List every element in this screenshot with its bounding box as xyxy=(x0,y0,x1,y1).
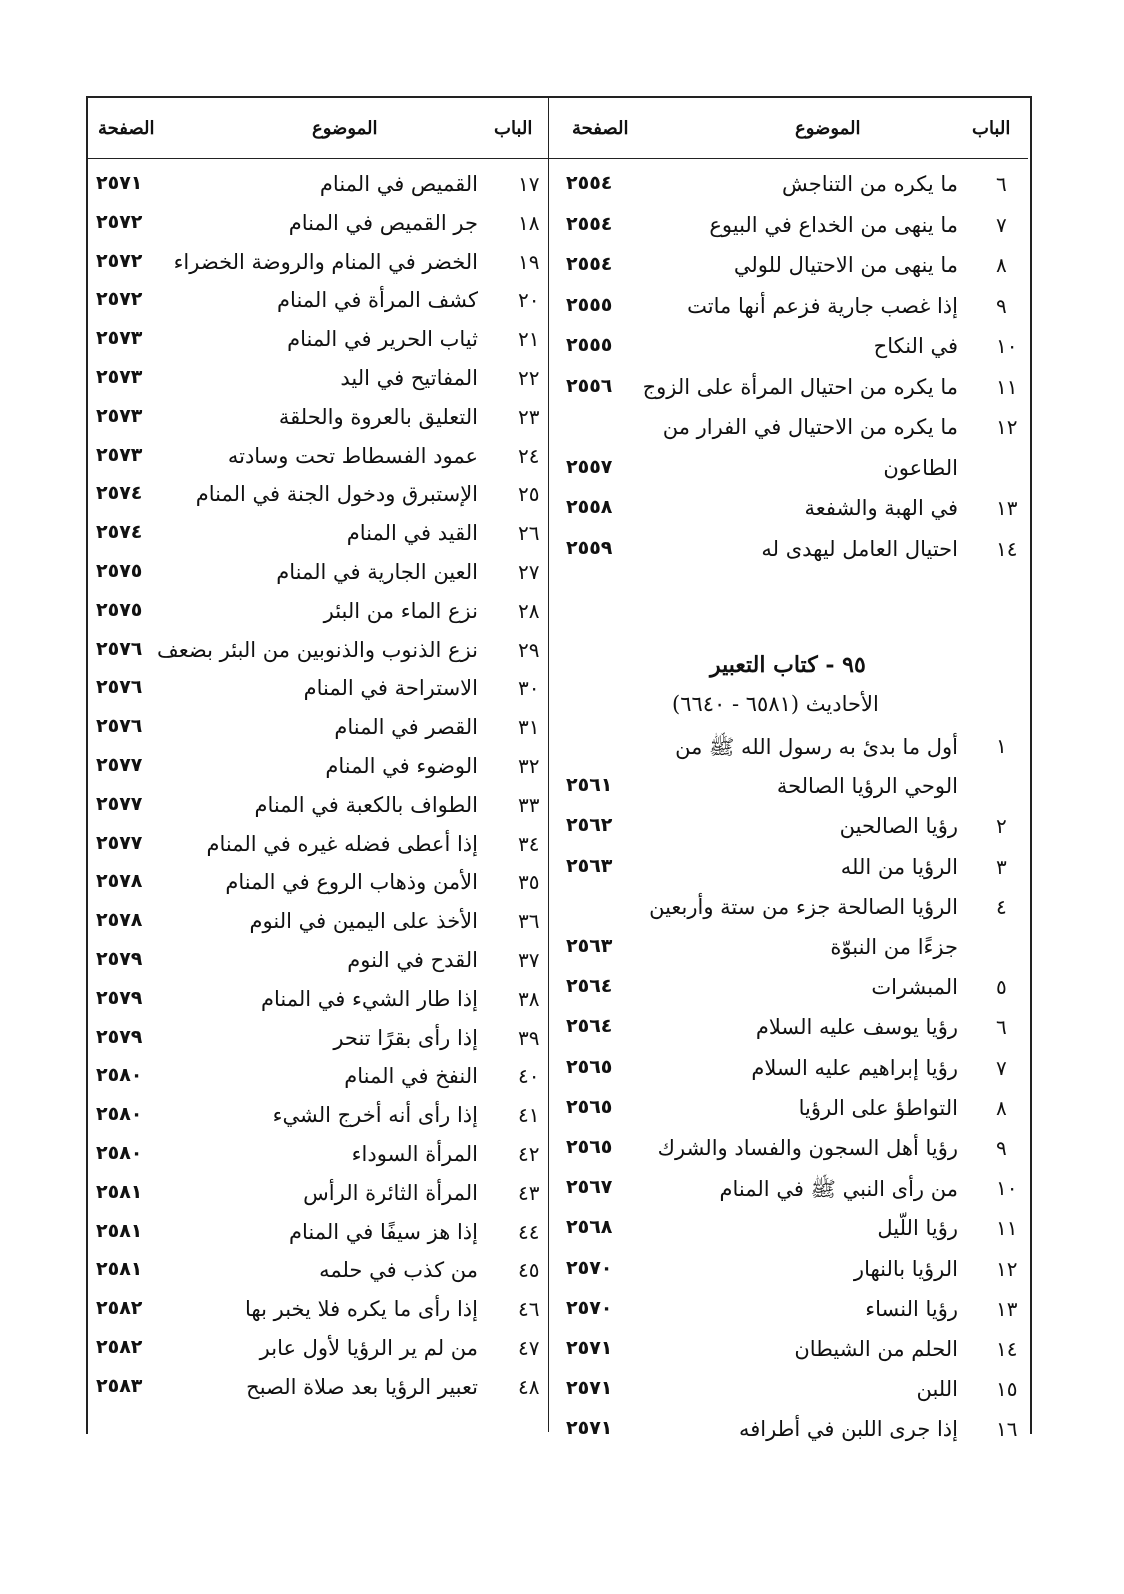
index-row xyxy=(556,375,1026,415)
topic-title: العين الجارية في المنام xyxy=(276,560,478,584)
chapter-number: ٢١ xyxy=(518,327,540,352)
page-number: ٢٥٧٣ xyxy=(96,366,143,388)
chapter-number: ٣٤ xyxy=(518,831,540,856)
page-number: ٢٥٥٥ xyxy=(566,293,613,316)
topic-title: الإستبرق ودخول الجنة في المنام xyxy=(195,482,478,507)
chapter-number: ٧ xyxy=(996,212,1007,237)
chapter-number: ٢٩ xyxy=(518,637,540,662)
page-number: ٢٥٨١ xyxy=(96,1258,143,1281)
topic-title: جزءًا من النبوّة xyxy=(830,935,958,959)
topic-title: ما ينهى من الاحتيال للولي xyxy=(733,253,958,277)
topic-title: المرأة السوداء xyxy=(351,1142,478,1166)
chapter-number: ٨ xyxy=(996,253,1007,277)
topic-title: المرأة الثائرة الرأس xyxy=(303,1180,478,1205)
right-header-page: الصفحة xyxy=(572,118,629,139)
topic-title: من كذب في حلمه xyxy=(319,1258,478,1283)
page-number: ٢٥٧٥ xyxy=(96,560,143,582)
topic-title: القيد في المنام xyxy=(346,521,478,546)
page-number: ٢٥٧٣ xyxy=(96,443,143,466)
page-number: ٢٥٧٢ xyxy=(96,288,143,311)
index-row xyxy=(88,444,548,484)
index-row xyxy=(88,1220,548,1260)
topic-title: الخضر في المنام والروضة الخضراء xyxy=(173,249,478,274)
index-row xyxy=(556,1015,1026,1055)
index-row xyxy=(88,793,548,833)
topic-title: من رأى النبي ﷺ في المنام xyxy=(719,1177,958,1202)
page-number: ٢٥٧٠ xyxy=(566,1256,613,1279)
index-row xyxy=(88,948,548,988)
index-row xyxy=(88,560,548,600)
chapter-number: ٣٥ xyxy=(518,870,540,895)
topic-title: في الهبة والشفعة xyxy=(804,496,958,520)
index-row xyxy=(88,288,548,328)
topic-title: الحلم من الشيطان xyxy=(794,1337,958,1361)
chapter-number: ٢٠ xyxy=(518,288,540,313)
topic-title: إذا رأى ما يكره فلا يخبر بها xyxy=(245,1297,478,1322)
chapter-number: ٤٢ xyxy=(518,1142,540,1166)
topic-title: جر القميص في المنام xyxy=(288,210,478,235)
page-number: ٢٥٥٤ xyxy=(566,253,613,275)
chapter-number: ١٧ xyxy=(518,172,540,196)
index-row xyxy=(88,250,548,290)
page-number: ٢٥٥٦ xyxy=(566,374,613,397)
topic-title: إذا رأى أنه أخرج الشيء xyxy=(272,1103,478,1128)
chapter-number: ٣ xyxy=(996,854,1007,879)
topic-title: إذا أعطى فضله غيره في المنام xyxy=(206,831,478,856)
right-header-topic: الموضوع xyxy=(795,118,861,139)
page-number: ٢٥٨٢ xyxy=(96,1297,143,1320)
index-row xyxy=(556,855,1026,895)
page-number: ٢٥٧٧ xyxy=(96,754,143,776)
chapter-number: ٢٥ xyxy=(518,482,540,507)
index-row xyxy=(556,1096,1026,1136)
chapter-number: ١٢ xyxy=(996,1256,1018,1281)
page-number: ٢٥٧٨ xyxy=(96,870,143,893)
index-row xyxy=(556,774,1026,814)
topic-title: عمود الفسطاط تحت وسادته xyxy=(227,443,478,468)
index-row xyxy=(556,294,1026,334)
index-row xyxy=(556,1136,1026,1176)
index-row xyxy=(88,715,548,755)
page-number: ٢٥٧٤ xyxy=(96,521,143,544)
topic-title: كشف المرأة في المنام xyxy=(277,288,478,313)
index-row xyxy=(88,1103,548,1143)
topic-title: نزع الذنوب والذنوبين من البئر بضعف xyxy=(157,637,478,662)
chapter-number: ٢ xyxy=(996,814,1007,839)
page-number: ٢٥٧٨ xyxy=(96,909,143,932)
topic-title: في النكاح xyxy=(873,334,958,358)
topic-title: الأمن وذهاب الروع في المنام xyxy=(225,870,478,895)
page-number: ٢٥٦٣ xyxy=(566,935,613,957)
page-number: ٢٥٦٥ xyxy=(566,1136,613,1158)
topic-title: أول ما بدئ به رسول الله ﷺ من xyxy=(675,735,958,759)
topic-title: رؤيا يوسف عليه السلام xyxy=(755,1015,958,1040)
topic-title: الرؤيا من الله xyxy=(840,854,958,879)
index-row xyxy=(556,734,1026,774)
page-number: ٢٥٦٧ xyxy=(566,1176,613,1199)
page-number: ٢٥٥٤ xyxy=(566,172,613,194)
topic-title: إذا جرى اللبن في أطرافه xyxy=(738,1417,958,1442)
index-row xyxy=(556,456,1026,496)
page-number: ٢٥٧٣ xyxy=(96,404,143,427)
book-subtitle: الأحاديث (٦٥٨١ - ٦٦٤٠) xyxy=(672,692,879,716)
index-row xyxy=(556,975,1026,1015)
index-row xyxy=(88,1026,548,1066)
page-number: ٢٥٧٩ xyxy=(96,986,143,1009)
index-row xyxy=(88,211,548,251)
left-header-page: الصفحة xyxy=(98,118,155,139)
page-number: ٢٥٧١ xyxy=(566,1377,613,1400)
page-number: ٢٥٦١ xyxy=(566,774,613,797)
index-row xyxy=(556,814,1026,854)
index-row xyxy=(88,1375,548,1415)
index-row xyxy=(88,1297,548,1337)
chapter-number: ٥ xyxy=(996,975,1007,1000)
topic-title: ما يكره من التناجش xyxy=(782,172,958,196)
chapter-number: ٣٠ xyxy=(518,676,540,701)
page-number: ٢٥٧٤ xyxy=(96,482,143,505)
chapter-number: ١١ xyxy=(996,374,1018,399)
topic-title: رؤيا اللّيل xyxy=(877,1216,958,1241)
index-row xyxy=(556,496,1026,536)
chapter-number: ٣٣ xyxy=(518,792,540,817)
page-number: ٢٥٥٥ xyxy=(566,334,613,356)
chapter-number: ٤٥ xyxy=(518,1258,540,1283)
chapter-number: ١٨ xyxy=(518,210,540,235)
page-number: ٢٥٧٢ xyxy=(96,249,143,272)
index-row xyxy=(556,334,1026,374)
topic-title: الوضوء في المنام xyxy=(325,754,478,778)
page-number: ٢٥٦٤ xyxy=(566,1015,613,1038)
index-row xyxy=(556,1377,1026,1417)
topic-title: نزع الماء من البئر xyxy=(323,598,478,623)
chapter-number: ٧ xyxy=(996,1055,1007,1080)
chapter-number: ١٠ xyxy=(996,334,1018,358)
page-number: ٢٥٦٢ xyxy=(566,814,613,837)
column-divider xyxy=(548,96,549,1432)
index-row xyxy=(556,935,1026,975)
index-row xyxy=(88,1336,548,1376)
index-row xyxy=(88,638,548,678)
topic-title: القدح في النوم xyxy=(347,948,478,972)
topic-title: رؤيا أهل السجون والفساد والشرك xyxy=(657,1136,958,1160)
index-row xyxy=(556,1417,1026,1457)
page-number: ٢٥٧٦ xyxy=(96,715,143,738)
page-number: ٢٥٧١ xyxy=(566,1337,613,1359)
chapter-number: ٩ xyxy=(996,1136,1007,1160)
chapter-number: ٤٧ xyxy=(518,1336,540,1360)
topic-title: إذا هز سيفًا في المنام xyxy=(289,1219,478,1244)
chapter-number: ٤ xyxy=(996,894,1007,919)
topic-title: من لم ير الرؤيا لأول عابر xyxy=(259,1336,478,1360)
page-number: ٢٥٧٣ xyxy=(96,327,143,350)
chapter-number: ٢٣ xyxy=(518,404,540,429)
index-row xyxy=(88,1142,548,1182)
index-row xyxy=(556,1257,1026,1297)
topic-title: القصر في المنام xyxy=(334,715,478,740)
chapter-number: ٢٨ xyxy=(518,598,540,623)
page-number: ٢٥٦٤ xyxy=(566,975,613,998)
index-row xyxy=(88,676,548,716)
index-row xyxy=(88,327,548,367)
chapter-number: ٩ xyxy=(996,293,1007,318)
page-number: ٢٥٨٣ xyxy=(96,1374,143,1397)
topic-title: المفاتيح في اليد xyxy=(340,366,478,390)
page-number: ٢٥٥٤ xyxy=(566,212,613,235)
chapter-number: ٣٨ xyxy=(518,986,540,1011)
index-row xyxy=(556,415,1026,455)
page-number: ٢٥٧١ xyxy=(96,172,143,194)
chapter-number: ٢٤ xyxy=(518,443,540,468)
chapter-number: ٤٠ xyxy=(518,1064,540,1089)
page-number: ٢٥٨٠ xyxy=(96,1064,143,1087)
topic-title: التعليق بالعروة والحلقة xyxy=(278,404,478,429)
chapter-number: ٣٩ xyxy=(518,1025,540,1050)
topic-title: رؤيا النساء xyxy=(865,1296,958,1321)
page-number: ٢٥٦٣ xyxy=(566,854,613,877)
topic-title: الأخذ على اليمين في النوم xyxy=(249,909,478,934)
topic-title: ما ينهى من الخداع في البيوع xyxy=(709,212,958,237)
chapter-number: ١٦ xyxy=(996,1417,1018,1442)
topic-title: إذا غصب جارية فزعم أنها ماتت xyxy=(687,293,958,318)
page-number: ٢٥٧١ xyxy=(566,1417,613,1440)
chapter-number: ٦ xyxy=(996,172,1007,196)
chapter-number: ١٤ xyxy=(996,1337,1018,1361)
topic-title: إذا رأى بقرًا تنحر xyxy=(333,1025,478,1050)
page-number: ٢٥٧٧ xyxy=(96,792,143,815)
chapter-number: ١ xyxy=(996,734,1007,758)
topic-title: إذا طار الشيء في المنام xyxy=(261,986,478,1011)
index-row xyxy=(88,172,548,212)
index-row xyxy=(88,754,548,794)
header-rule xyxy=(86,158,1028,159)
page-number: ٢٥٦٥ xyxy=(566,1055,613,1078)
right-header-chapter: الباب xyxy=(972,118,1011,139)
index-row xyxy=(88,832,548,872)
topic-title: الاستراحة في المنام xyxy=(303,676,478,701)
index-row xyxy=(556,1297,1026,1337)
index-row xyxy=(556,895,1026,935)
chapter-number: ٤٨ xyxy=(518,1374,540,1399)
chapter-number: ٣٧ xyxy=(518,948,540,972)
index-row xyxy=(556,1216,1026,1256)
page-number: ٢٥٧٠ xyxy=(566,1296,613,1319)
index-row xyxy=(88,521,548,561)
page-number: ٢٥٧٧ xyxy=(96,831,143,854)
chapter-number: ٤٦ xyxy=(518,1297,540,1322)
book-title: ٩٥ - كتاب التعبير xyxy=(710,652,866,678)
page-number: ٢٥٧٦ xyxy=(96,637,143,660)
index-row xyxy=(88,599,548,639)
topic-title: احتيال العامل ليهدى له xyxy=(761,536,958,561)
topic-title: النفخ في المنام xyxy=(344,1064,478,1089)
index-row xyxy=(556,172,1026,212)
topic-title: ما يكره من احتيال المرأة على الزوج xyxy=(642,374,958,399)
page-number: ٢٥٧٩ xyxy=(96,948,143,970)
page-number: ٢٥٨١ xyxy=(96,1180,143,1203)
index-row xyxy=(88,1064,548,1104)
chapter-number: ١٥ xyxy=(996,1377,1018,1402)
topic-title: التواطؤ على الرؤيا xyxy=(798,1095,958,1120)
index-row xyxy=(88,482,548,522)
page-number: ٢٥٦٥ xyxy=(566,1095,613,1118)
page-number: ٢٥٨٠ xyxy=(96,1142,143,1164)
index-row xyxy=(556,1337,1026,1377)
topic-title: ثياب الحرير في المنام xyxy=(287,327,478,352)
page-number: ٢٥٧٥ xyxy=(96,598,143,621)
chapter-number: ١١ xyxy=(996,1216,1018,1241)
index-row xyxy=(88,366,548,406)
index-row xyxy=(556,253,1026,293)
page-number: ٢٥٧٢ xyxy=(96,210,143,233)
chapter-number: ٤١ xyxy=(518,1103,540,1128)
chapter-number: ٤٤ xyxy=(518,1219,540,1244)
index-row xyxy=(88,987,548,1027)
page-number: ٢٥٧٦ xyxy=(96,676,143,699)
page-number: ٢٥٨٠ xyxy=(96,1103,143,1126)
chapter-number: ٢٦ xyxy=(518,521,540,546)
index-row xyxy=(556,1056,1026,1096)
index-row xyxy=(556,1176,1026,1216)
chapter-number: ٤٣ xyxy=(518,1180,540,1205)
chapter-number: ٣٢ xyxy=(518,754,540,778)
topic-title: الرؤيا الصالحة جزء من ستة وأربعين xyxy=(649,894,958,919)
chapter-number: ١٩ xyxy=(518,249,540,274)
chapter-number: ١٣ xyxy=(996,1296,1018,1321)
left-header-topic: الموضوع xyxy=(312,118,378,139)
chapter-number: ٣١ xyxy=(518,715,540,740)
chapter-number: ١٤ xyxy=(996,536,1018,561)
index-row xyxy=(88,909,548,949)
topic-title: ما يكره من الاحتيال في الفرار من xyxy=(662,415,958,439)
chapter-number: ٢٢ xyxy=(518,366,540,390)
topic-title: الطاعون xyxy=(883,455,958,480)
chapter-number: ١٠ xyxy=(996,1176,1018,1201)
page-number: ٢٥٨٢ xyxy=(96,1336,143,1358)
chapter-number: ٢٧ xyxy=(518,560,540,584)
topic-title: الوحي الرؤيا الصالحة xyxy=(776,774,958,799)
chapter-number: ٦ xyxy=(996,1015,1007,1040)
page-number: ٢٥٥٨ xyxy=(566,496,613,518)
page-number: ٢٥٧٩ xyxy=(96,1025,143,1048)
topic-title: الرؤيا بالنهار xyxy=(853,1256,958,1281)
page-number: ٢٥٥٧ xyxy=(566,455,613,478)
chapter-number: ٨ xyxy=(996,1095,1007,1120)
index-row xyxy=(88,1258,548,1298)
topic-title: المبشرات xyxy=(871,975,958,1000)
topic-title: اللبن xyxy=(916,1377,958,1402)
topic-title: رؤيا إبراهيم عليه السلام xyxy=(751,1055,958,1080)
chapter-number: ٣٦ xyxy=(518,909,540,934)
page-number: ٢٥٨١ xyxy=(96,1219,143,1242)
index-row xyxy=(88,870,548,910)
index-row xyxy=(88,405,548,445)
topic-title: تعبير الرؤيا بعد صلاة الصبح xyxy=(246,1374,478,1399)
chapter-number: ١٣ xyxy=(996,496,1018,520)
index-row xyxy=(556,213,1026,253)
index-row xyxy=(556,537,1026,577)
index-row xyxy=(88,1181,548,1221)
page-number: ٢٥٦٨ xyxy=(566,1216,613,1239)
topic-title: رؤيا الصالحين xyxy=(839,814,958,839)
topic-title: الطواف بالكعبة في المنام xyxy=(254,792,478,817)
page-number: ٢٥٥٩ xyxy=(566,536,613,559)
left-header-chapter: الباب xyxy=(494,118,533,139)
chapter-number: ١٢ xyxy=(996,415,1018,439)
topic-title: القميص في المنام xyxy=(319,172,478,196)
